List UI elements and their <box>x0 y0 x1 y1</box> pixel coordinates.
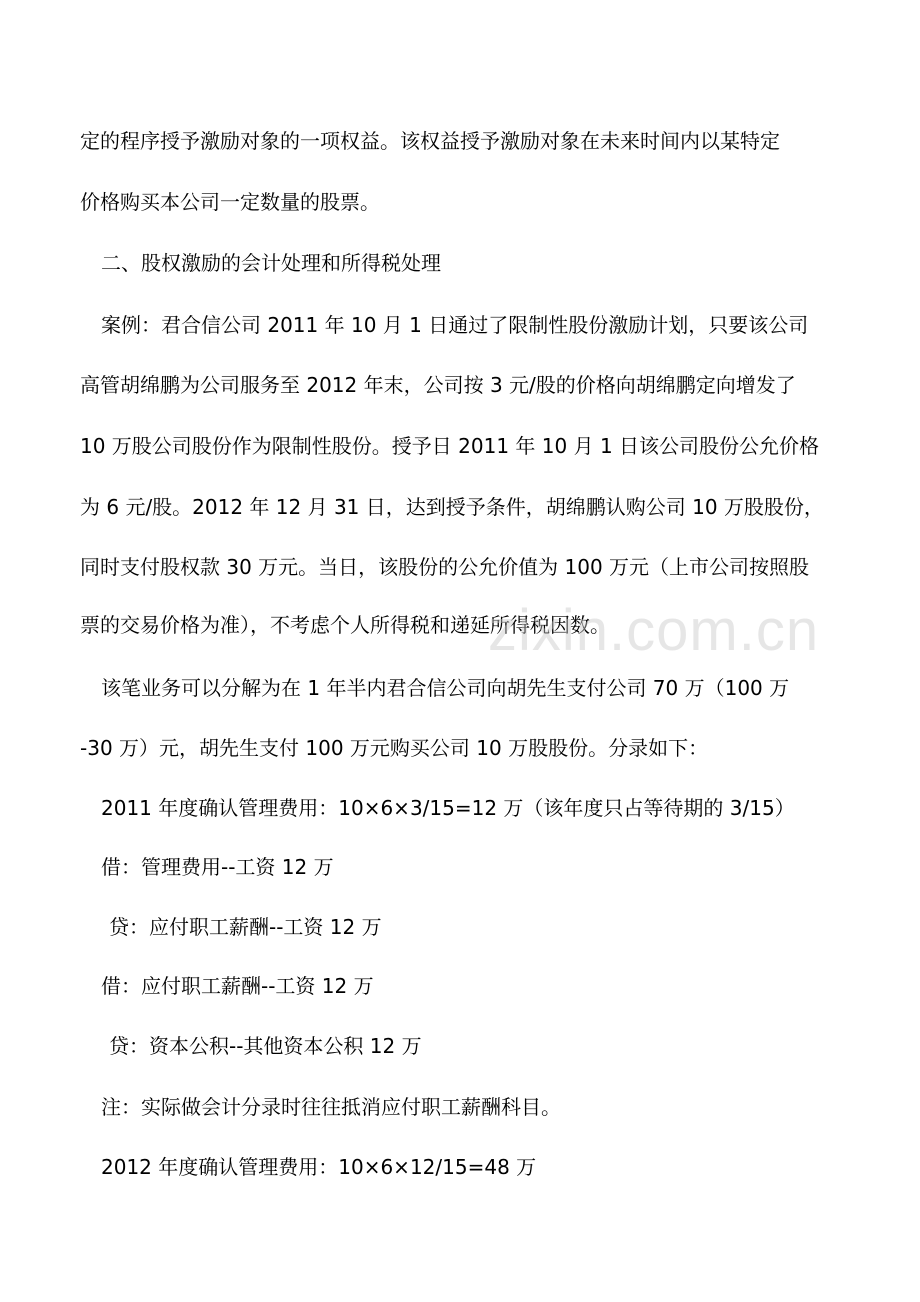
paragraph-line: 案例：君合信公司 2011 年 10 月 1 日通过了限制性股份激励计划，只要该公司 <box>101 313 809 337</box>
watermark: zixin.com.cn <box>488 598 820 663</box>
paragraph-line: 该笔业务可以分解为在 1 年半内君合信公司向胡先生支付公司 70 万（100 万 <box>101 676 790 700</box>
calculation-line: 2012 年度确认管理费用：10×6×12/15=48 万 <box>101 1155 537 1179</box>
paragraph-line: 高管胡绵鹏为公司服务至 2012 年末，公司按 3 元/股的价格向胡绵鹏定向增发了 <box>80 373 796 397</box>
journal-entry-debit: 借：应付职工薪酬--工资 12 万 <box>101 974 374 998</box>
journal-entry-credit: 贷：应付职工薪酬--工资 12 万 <box>109 915 382 939</box>
paragraph-line: 10 万股公司股份作为限制性股份。授予日 2011 年 10 月 1 日该公司股份公允价格 <box>80 434 820 458</box>
journal-entry-debit: 借：管理费用--工资 12 万 <box>101 855 334 879</box>
paragraph-line: 同时支付股权款 30 万元。当日，该股份的公允价值为 100 万元（上市公司按照股 <box>80 555 810 579</box>
paragraph-line: 价格购买本公司一定数量的股票。 <box>80 190 380 214</box>
paragraph-line: 票的交易价格为准），不考虑个人所得税和递延所得税因数。 <box>80 613 610 637</box>
section-heading: 二、股权激励的会计处理和所得税处理 <box>101 251 441 275</box>
journal-entry-credit: 贷：资本公积--其他资本公积 12 万 <box>109 1034 422 1058</box>
note-line: 注：实际做会计分录时往往抵消应付职工薪酬科目。 <box>101 1095 561 1119</box>
paragraph-line: 为 6 元/股。2012 年 12 月 31 日，达到授予条件，胡绵鹏认购公司 10 万股股份， <box>80 495 824 519</box>
calculation-line: 2011 年度确认管理费用：10×6×3/15=12 万（该年度只占等待期的 3/15） <box>101 796 795 820</box>
paragraph-line: 定的程序授予激励对象的一项权益。该权益授予激励对象在未来时间内以某特定 <box>80 129 780 153</box>
paragraph-line: -30 万）元，胡先生支付 100 万元购买公司 10 万股股份。分录如下： <box>80 736 709 760</box>
